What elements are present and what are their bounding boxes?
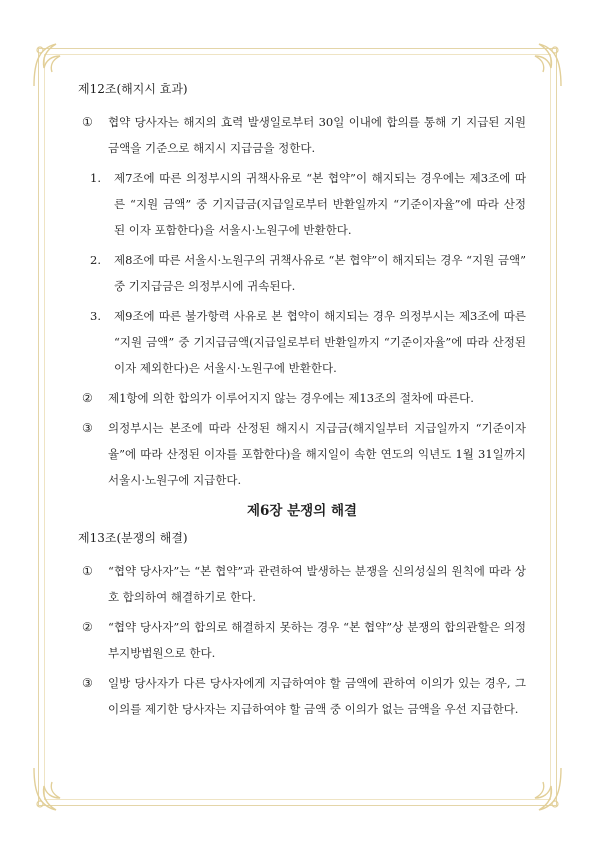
item-text: “협약 당사자”의 합의로 해결하지 못하는 경우 “본 협약”상 분쟁의 합의관할은 의정부지방법원으로 한다. (108, 620, 526, 660)
article-12-title: 제12조(해지시 효과) (78, 82, 188, 96)
item-number: ③ (82, 421, 93, 435)
item-text: 의정부시는 본조에 따라 산정된 해지시 지급금(해지일부터 지급일까지 “기준이자율”에 따라 산정된 이자를 포함한다)을 해지일이 속한 연도의 익년도 1월 31일까지 서울시·노원구에 지급한다. (108, 421, 526, 487)
article-13-item (78, 614, 526, 666)
item-number: 3. (90, 309, 101, 323)
article-13-title: 제13조(분쟁의 해결) (78, 531, 188, 545)
item-text: 제1항에 의한 합의가 이루어지지 않는 경우에는 제13조의 절차에 따른다. (108, 391, 474, 405)
corner-ornament-icon (30, 764, 80, 814)
item-number: ③ (82, 676, 93, 690)
article-13-item (78, 558, 526, 610)
item-text: 제7조에 따른 의정부시의 귀책사유로 “본 협약”이 해지되는 경우에는 제3조에 따른 “지원 금액” 중 기지급금(지급일로부터 반환일까지 “기준이자율”에 따라 산정된 이자 포함한다)을 서울시·노원구에 반환한다. (114, 171, 526, 237)
article-12-item (78, 415, 526, 493)
item-number: 2. (90, 253, 101, 267)
item-text: 일방 당사자가 다른 당사자에게 지급하여야 할 금액에 관하여 이의가 있는 경우, 그 이의를 제기한 당사자는 지급하여야 할 금액 중 이의가 없는 금액을 우선 지급한다. (108, 676, 526, 716)
article-12-subitem (78, 247, 526, 299)
article-12-item (78, 109, 526, 161)
corner-ornament-icon (515, 764, 565, 814)
item-number: ① (82, 564, 93, 578)
chapter-title: 제6장 분쟁의 해결 (246, 503, 358, 519)
article-13-item (78, 670, 526, 722)
item-number: 1. (90, 171, 101, 185)
document-body (78, 80, 526, 726)
item-number: ② (82, 620, 93, 634)
item-number: ① (82, 115, 93, 129)
article-12-item (78, 385, 526, 411)
item-text: “협약 당사자”는 “본 협약”과 관련하여 발생하는 분쟁을 신의성실의 원칙에 따라 상호 합의하여 해결하기로 한다. (108, 564, 526, 604)
item-number: ② (82, 391, 93, 405)
corner-ornament-icon (30, 40, 80, 90)
article-12-subitem (78, 303, 526, 381)
item-text: 제8조에 따른 서울시·노원구의 귀책사유로 “본 협약”이 해지되는 경우 “지원 금액” 중 기지급금은 의정부시에 귀속된다. (114, 253, 526, 293)
article-12-subitem (78, 165, 526, 243)
item-text: 협약 당사자는 해지의 효력 발생일로부터 30일 이내에 합의를 통해 기 지급된 지원 금액을 기준으로 해지시 지급금을 정한다. (108, 115, 526, 155)
item-text: 제9조에 따른 불가항력 사유로 본 협약이 해지되는 경우 의정부시는 제3조에 따른 “지원 금액” 중 기지급금액(지급일로부터 반환일까지 “기준이자율”에 따라 산정된 이자 제외한다)은 서울시·노원구에 반환한다. (114, 309, 526, 375)
